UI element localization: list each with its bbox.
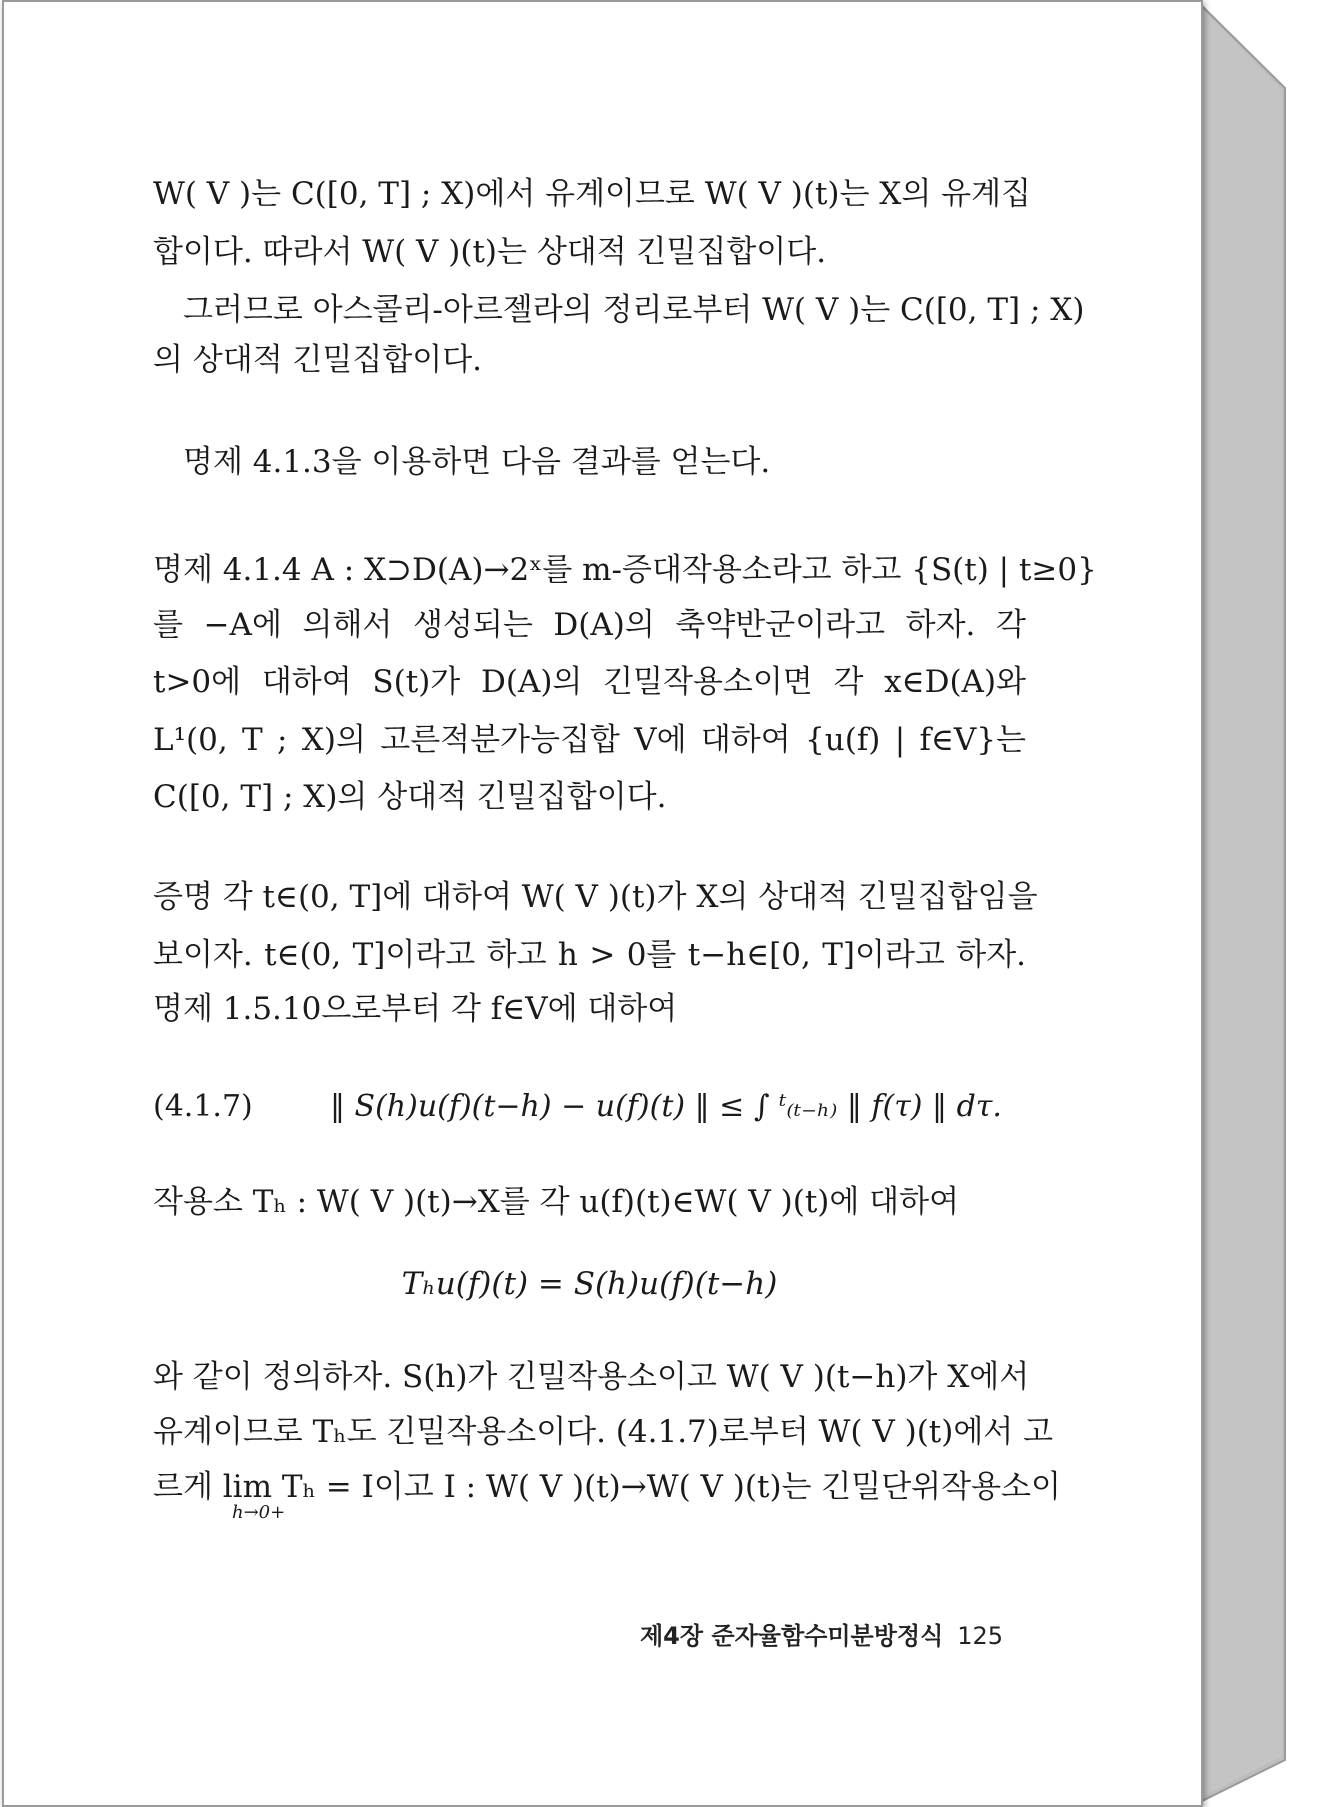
proposition-line: L¹(0, T ; X)의 고른적분가능집합 V에 대하여 {u(f) | f∈V}는	[153, 722, 1026, 758]
page-footer	[640, 1616, 1004, 1651]
equation-number: (4.1.7)	[153, 1089, 253, 1124]
proposition-line: 를 −A에 의해서 생성되는 D(A)의 축약반군이라고 하자. 각	[153, 607, 1026, 643]
proposition-line: C([0, T] ; X)의 상대적 긴밀집합이다.	[153, 779, 667, 815]
text-line: 그러므로 아스콜리-아르젤라의 정리로부터 W( V )는 C([0, T] ; X)	[183, 292, 1085, 328]
proof-line: 작용소 Tₕ : W( V )(t)→X를 각 u(f)(t)∈W( V )(t)에 대하여	[153, 1184, 960, 1220]
proof-line: 증명 각 t∈(0, T]에 대하여 W( V )(t)가 X의 상대적 긴밀집합임을	[153, 879, 1038, 915]
proof-line: 유계이므로 Tₕ도 긴밀작용소이다. (4.1.7)로부터 W( V )(t)에서 고	[153, 1414, 1054, 1450]
proposition-line: 명제 4.1.4 A : X⊃D(A)→2ˣ를 m-증대작용소라고 하고 {S(t) | t≥0}	[153, 552, 1097, 588]
proof-line: 명제 1.5.10으로부터 각 f∈V에 대하여	[153, 991, 678, 1027]
proof-line: 보이자. t∈(0, T]이라고 하고 h > 0를 t−h∈[0, T]이라고 하자.	[153, 937, 1026, 973]
page-number: 125	[957, 1622, 1004, 1650]
proof-line: 와 같이 정의하자. S(h)가 긴밀작용소이고 W( V )(t−h)가 X에서	[153, 1359, 1030, 1395]
proof-line: 르게 lim Tₕ = I이고 I : W( V )(t)→W( V )(t)는 긴밀단위작용소이	[153, 1469, 1061, 1505]
text-line: 명제 4.1.3을 이용하면 다음 결과를 얻는다.	[183, 444, 771, 480]
limit-subscript: h→0+	[232, 1502, 286, 1523]
text-line: W( V )는 C([0, T] ; X)에서 유계이므로 W( V )(t)는 X의 유계집	[153, 176, 1032, 212]
text-line: 합이다. 따라서 W( V )(t)는 상대적 긴밀집합이다.	[153, 234, 827, 270]
display-equation: Tₕu(f)(t) = S(h)u(f)(t−h)	[401, 1266, 778, 1302]
proposition-line: t>0에 대하여 S(t)가 D(A)의 긴밀작용소이면 각 x∈D(A)와	[153, 664, 1026, 700]
equation-body: ‖ S(h)u(f)(t−h) − u(f)(t) ‖ ≤ ∫ ᵗ₍ₜ₋ₕ₎ ‖ f(τ) ‖ dτ.	[330, 1089, 1002, 1124]
chapter-title: 제4장 준자율함수미분방정식	[640, 1622, 944, 1650]
text-line: 의 상대적 긴밀집합이다.	[153, 342, 483, 378]
